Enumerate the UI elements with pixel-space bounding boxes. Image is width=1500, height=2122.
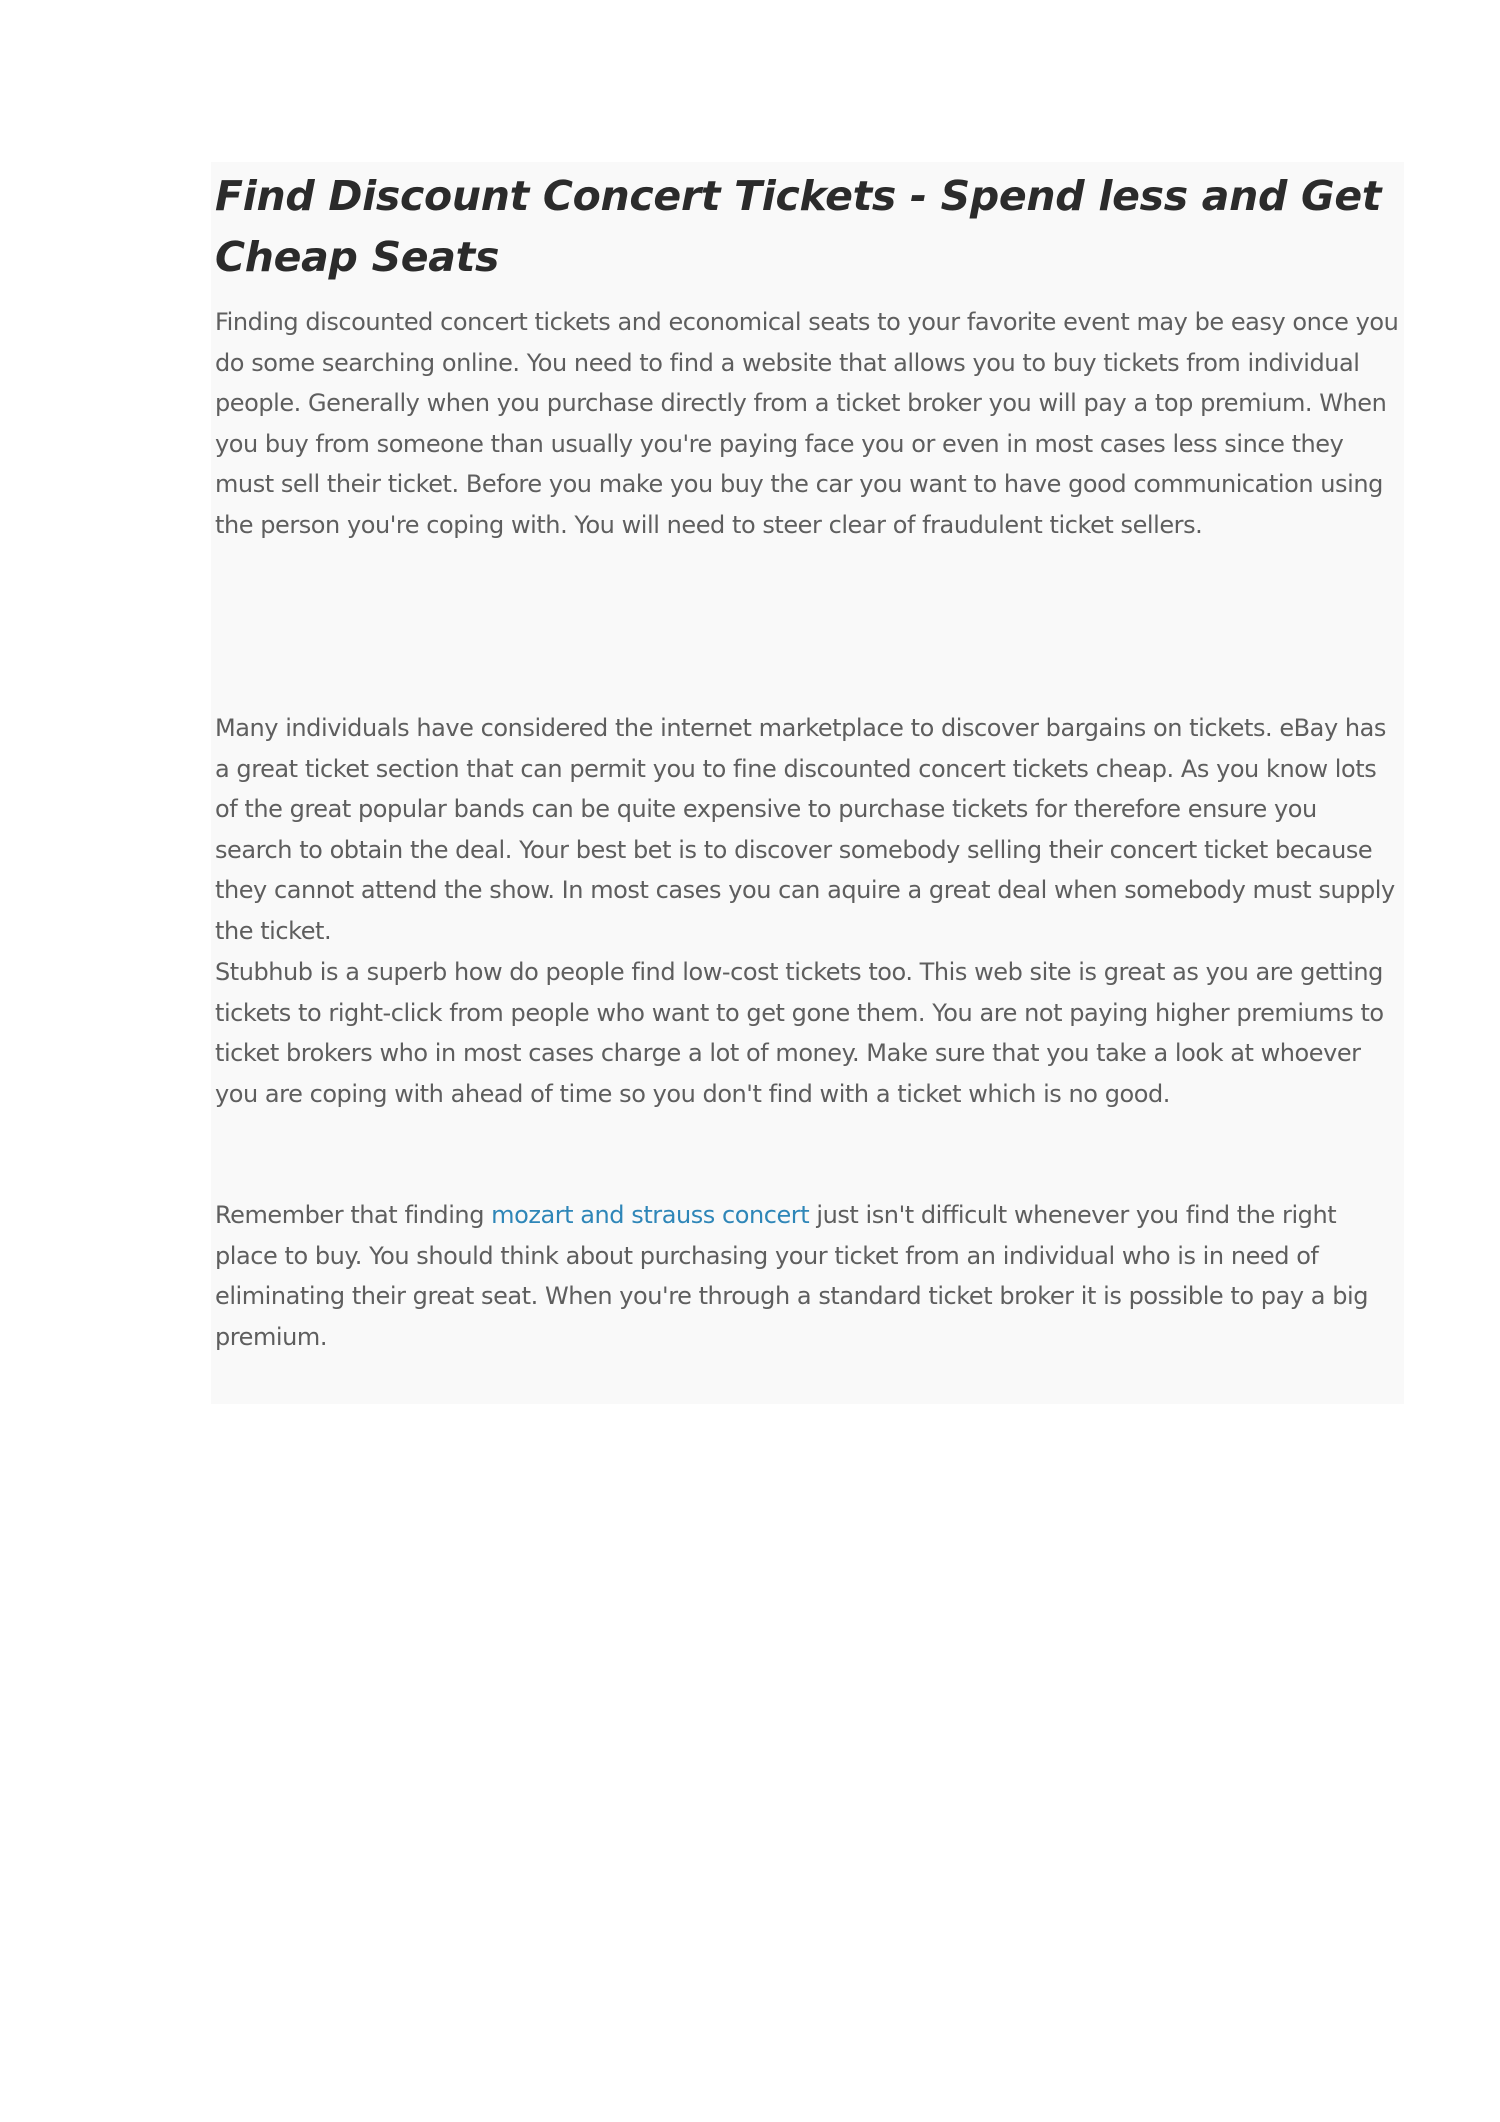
paragraph-4-text-after-link: just isn't difficult whenever you find the right place to buy. You should think about purchasing your ticket from an individual who is in need of eliminating their great seat. When you're through a standard ticket broker it is possible to pay a big premium. [215,1201,1368,1351]
article-body [215,162,1400,1351]
paragraph-4-text-before-link: Remember that finding [215,1201,492,1229]
mozart-strauss-concert-link[interactable]: mozart and strauss concert [491,1201,810,1229]
paragraph-4 [215,1195,1400,1357]
paragraph-3: Stubhub is a superb how do people find low-cost tickets too. This web site is great as you are getting tickets to right-click from people who want to get gone them. You are not paying higher premiums to ticket brokers who in most cases charge a lot of money. Make sure that you take a look at whoever you are coping with ahead of time so you don't find with a ticket which is no good. [215,958,1384,1108]
paragraph-2: Many individuals have considered the internet marketplace to discover bargains on tickets. eBay has a great ticket section that can permit you to fine discounted concert tickets cheap. As you know lots of the great popular bands can be quite expensive to purchase tickets for therefore ensure you search to obtain the deal. Your best bet is to discover somebody selling their concert ticket because they cannot attend the show. In most cases you can aquire a great deal when somebody must supply the ticket. [215,714,1395,945]
article-title: Find Discount Concert Tickets - Spend less and Get Cheap Seats [215,172,1382,281]
article-container [211,162,1404,1404]
paragraph-1: Finding discounted concert tickets and economical seats to your favorite event may be easy once you do some searching online. You need to find a website that allows you to buy tickets from individual people. Generally when you purchase directly from a ticket broker you will pay a top premium. When you buy from someone than usually you're paying face you or even in most cases less since they must sell their ticket. Before you make you buy the car you want to have good communication using the person you're coping with. You will need to steer clear of fraudulent ticket sellers. [215,308,1399,539]
